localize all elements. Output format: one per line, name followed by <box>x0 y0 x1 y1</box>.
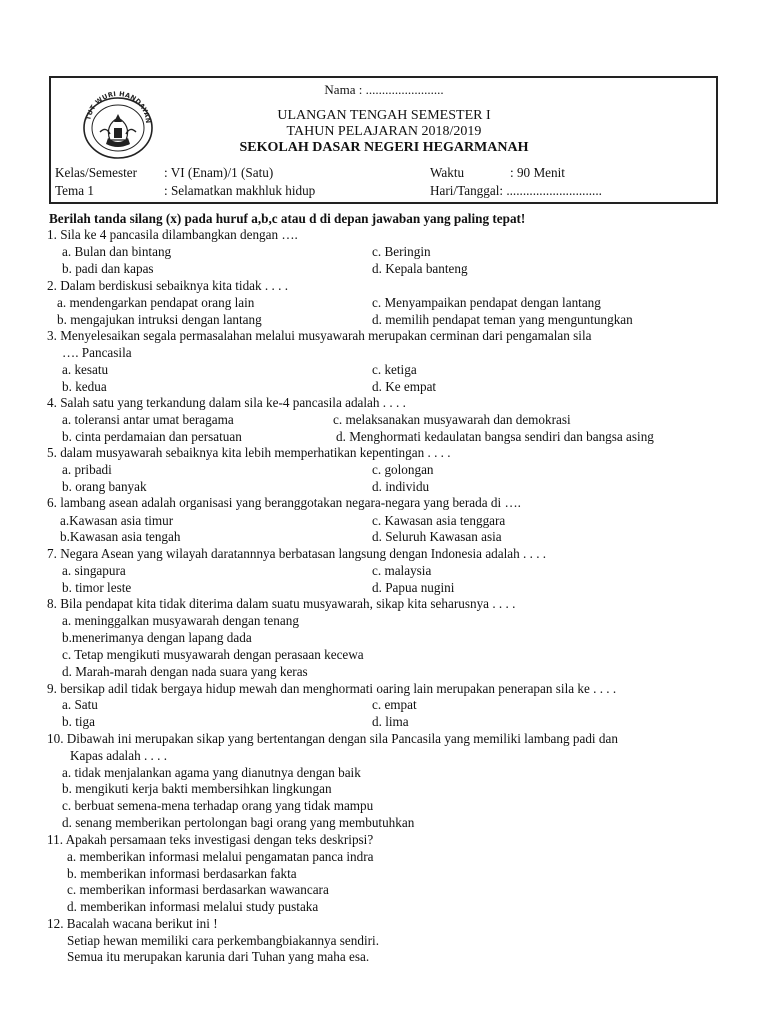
question-3: 3. Menyelesaikan segala permasalahan melalui musyawarah merupakan cerminan dari pengamalan sila <box>47 328 592 343</box>
q3-option-b: b. kedua <box>62 379 107 394</box>
q11-option-b: b. memberikan informasi berdasarkan fakta <box>67 866 297 881</box>
q6-option-b: b.Kawasan asia tengah <box>60 529 181 544</box>
instruction: Berilah tanda silang (x) pada huruf a,b,c atau d di depan jawaban yang paling tepat! <box>49 211 526 226</box>
q3-option-c: c. ketiga <box>372 362 417 377</box>
question-3-cont: …. Pancasila <box>62 345 132 360</box>
q2-option-a: a. mendengarkan pendapat orang lain <box>57 295 255 310</box>
q9-option-c: c. empat <box>372 697 417 712</box>
exam-title: ULANGAN TENGAH SEMESTER I <box>277 108 491 123</box>
q7-option-d: d. Papua nugini <box>372 580 455 595</box>
question-10: 10. Dibawah ini merupakan sikap yang bertentangan dengan sila Pancasila yang memiliki lambang padi dan <box>47 731 618 746</box>
q11-option-a: a. memberikan informasi melalui pengamatan panca indra <box>67 849 374 864</box>
q5-option-b: b. orang banyak <box>62 479 147 494</box>
q4-option-b: b. cinta perdamaian dan persatuan <box>62 429 242 444</box>
class-value: : VI (Enam)/1 (Satu) <box>164 165 274 180</box>
question-12: 12. Bacalah wacana berikut ini ! <box>47 916 218 931</box>
name-field: Nama : ........................ <box>324 82 444 97</box>
q1-option-d: d. Kepala banteng <box>372 261 468 276</box>
q8-option-a: a. meninggalkan musyawarah dengan tenang <box>62 613 299 628</box>
time-value: : 90 Menit <box>510 165 565 180</box>
q4-option-d: d. Menghormati kedaulatan bangsa sendiri dan bangsa asing <box>336 429 654 444</box>
question-4: 4. Salah satu yang terkandung dalam sila ke-4 pancasila adalah . . . . <box>47 395 406 410</box>
q5-option-c: c. golongan <box>372 462 434 477</box>
q7-option-c: c. malaysia <box>372 563 432 578</box>
q6-option-a: a.Kawasan asia timur <box>60 513 174 528</box>
q10-option-c: c. berbuat semena-mena terhadap orang yang tidak mampu <box>62 798 374 813</box>
q4-option-a: a. toleransi antar umat beragama <box>62 412 234 427</box>
class-label: Kelas/Semester <box>55 165 138 180</box>
time-label: Waktu <box>430 165 465 180</box>
question-8: 8. Bila pendapat kita tidak diterima dalam suatu musyawarah, sikap kita seharusnya . . . . <box>47 596 516 611</box>
question-2: 2. Dalam berdiskusi sebaiknya kita tidak . . . . <box>47 278 288 293</box>
q2-option-c: c. Menyampaikan pendapat dengan lantang <box>372 295 601 310</box>
q12-passage-line-2: Semua itu merupakan karunia dari Tuhan yang maha esa. <box>67 949 370 964</box>
q6-option-c: c. Kawasan asia tenggara <box>372 513 506 528</box>
school-name: SEKOLAH DASAR NEGERI HEGARMANAH <box>239 140 529 155</box>
q6-option-d: d. Seluruh Kawasan asia <box>372 529 502 544</box>
q9-option-b: b. tiga <box>62 714 95 729</box>
date-field: Hari/Tanggal: ............................. <box>430 183 602 198</box>
question-7: 7. Negara Asean yang wilayah daratannnya berbatasan langsung dengan Indonesia adalah . . . . <box>47 546 547 561</box>
q7-option-b: b. timor leste <box>62 580 132 595</box>
svg-text:TUT WURI HANDAYANI: TUT WURI HANDAYAN <box>84 89 153 124</box>
question-6: 6. lambang asean adalah organisasi yang beranggotakan negara-negara yang berada di …. <box>47 495 521 510</box>
school-year: TAHUN PELAJARAN 2018/2019 <box>286 124 482 139</box>
q7-option-a: a. singapura <box>62 563 126 578</box>
q3-option-d: d. Ke empat <box>372 379 437 394</box>
q8-option-d: d. Marah-marah dengan nada suara yang keras <box>62 664 308 679</box>
question-5: 5. dalam musyawarah sebaiknya kita lebih memperhatikan kepentingan . . . . <box>47 445 451 460</box>
q1-option-a: a. Bulan dan bintang <box>62 244 172 259</box>
theme-value: : Selamatkan makhluk hidup <box>164 183 316 198</box>
q5-option-a: a. pribadi <box>62 462 112 477</box>
q10-option-a: a. tidak menjalankan agama yang dianutnya dengan baik <box>62 765 361 780</box>
question-9: 9. bersikap adil tidak bergaya hidup mewah dan menghormati oaring lain merupakan penerapan sila ke . . . . <box>47 681 617 696</box>
q2-option-d: d. memilih pendapat teman yang menguntungkan <box>372 312 633 327</box>
question-10-cont: Kapas adalah . . . . <box>70 748 168 763</box>
q4-option-c: c. melaksanakan musyawarah dan demokrasi <box>333 412 571 427</box>
q11-option-d: d. memberikan informasi melalui study pustaka <box>67 899 319 914</box>
q1-option-c: c. Beringin <box>372 244 431 259</box>
q2-option-b: b. mengajukan intruksi dengan lantang <box>57 312 262 327</box>
q11-option-c: c. memberikan informasi berdasarkan wawancara <box>67 882 329 897</box>
q9-option-a: a. Satu <box>62 697 98 712</box>
q5-option-d: d. individu <box>372 479 430 494</box>
q10-option-b: b. mengikuti kerja bakti membersihkan lingkungan <box>62 781 332 796</box>
theme-label: Tema 1 <box>55 183 94 198</box>
q1-option-b: b. padi dan kapas <box>62 261 154 276</box>
q8-option-c: c. Tetap mengikuti musyawarah dengan perasaan kecewa <box>62 647 364 662</box>
q12-passage-line-1: Setiap hewan memiliki cara perkembangbiakannya sendiri. <box>67 933 379 948</box>
q10-option-d: d. senang memberikan pertolongan bagi orang yang membutuhkan <box>62 815 415 830</box>
q9-option-d: d. lima <box>372 714 409 729</box>
q3-option-a: a. kesatu <box>62 362 109 377</box>
tut-wuri-handayani-logo-icon <box>50 88 186 160</box>
question-1: 1. Sila ke 4 pancasila dilambangkan dengan …. <box>47 227 298 242</box>
question-11: 11. Apakah persamaan teks investigasi dengan teks deskripsi? <box>47 832 374 847</box>
q8-option-b: b.menerimanya dengan lapang dada <box>62 630 252 645</box>
